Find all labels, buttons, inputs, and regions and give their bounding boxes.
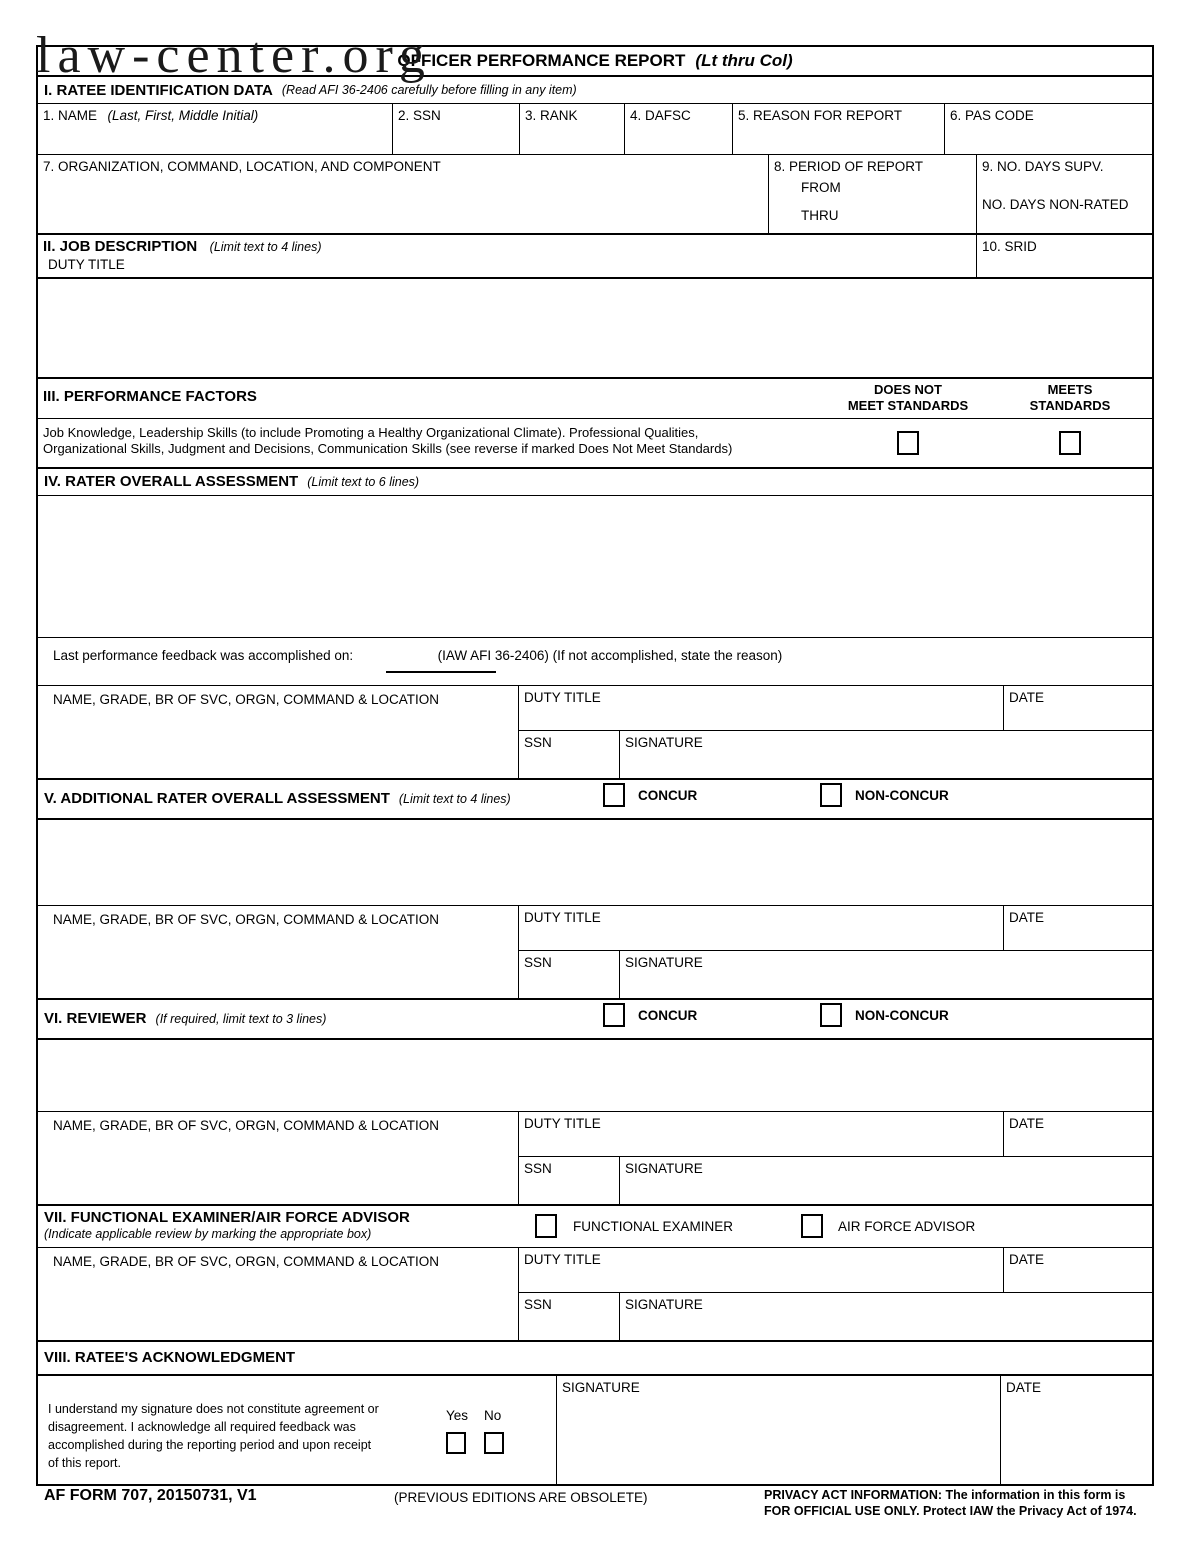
feedback-date-input[interactable] bbox=[386, 670, 496, 673]
examiner-date-label: DATE bbox=[1009, 1251, 1045, 1267]
examiner-date-cell[interactable] bbox=[1003, 1248, 1152, 1292]
additional-rater-duty-date-row bbox=[519, 906, 1152, 951]
footer-previous-editions: (PREVIOUS EDITIONS ARE OBSOLETE) bbox=[394, 1490, 648, 1505]
rater-duty-title-cell[interactable] bbox=[519, 686, 1003, 730]
checkbox-meets-standards[interactable] bbox=[1059, 431, 1081, 455]
ratee-signature-label: SIGNATURE bbox=[562, 1379, 640, 1395]
additional-rater-right-stack bbox=[518, 906, 1152, 998]
field-period-of-report[interactable] bbox=[768, 155, 976, 233]
column-does-not-meet-line2: MEET STANDARDS bbox=[847, 398, 969, 414]
reviewer-name-grade-cell[interactable] bbox=[38, 1112, 518, 1204]
additional-rater-duty-title-label: DUTY TITLE bbox=[524, 909, 601, 925]
additional-rater-signature-label: SIGNATURE bbox=[625, 954, 703, 970]
field-ssn[interactable] bbox=[392, 104, 519, 154]
label-reviewer-non-concur: NON-CONCUR bbox=[855, 1007, 949, 1023]
reviewer-textarea[interactable] bbox=[38, 1040, 1152, 1112]
section-3-heading: III. PERFORMANCE FACTORS bbox=[43, 387, 257, 405]
rater-right-stack bbox=[518, 686, 1152, 778]
checkbox-acknowledgment-no[interactable] bbox=[484, 1432, 504, 1454]
rater-ssn-label: SSN bbox=[524, 734, 552, 750]
section-2-header-row bbox=[38, 235, 1152, 279]
additional-rater-date-label: DATE bbox=[1009, 909, 1045, 925]
feedback-label: Last performance feedback was accomplished on: bbox=[53, 647, 354, 663]
section-8-header bbox=[38, 1342, 1152, 1376]
rater-name-grade-label: NAME, GRADE, BR OF SVC, ORGN, COMMAND & LOCATION bbox=[53, 691, 440, 707]
section-7-heading: VII. FUNCTIONAL EXAMINER/AIR FORCE ADVISOR bbox=[44, 1208, 410, 1226]
section-2-heading: II. JOB DESCRIPTION bbox=[43, 238, 198, 255]
label-reviewer-concur: CONCUR bbox=[638, 1007, 698, 1023]
reviewer-ssn-label: SSN bbox=[524, 1160, 552, 1176]
examiner-signature-block bbox=[38, 1248, 1152, 1342]
label-additional-rater-non-concur: NON-CONCUR bbox=[855, 787, 949, 803]
field-reason-for-report[interactable] bbox=[732, 104, 944, 154]
checkbox-functional-examiner[interactable] bbox=[535, 1214, 557, 1238]
field-days-supv-label: 9. NO. DAYS SUPV. bbox=[982, 159, 1104, 174]
reviewer-ssn-cell[interactable] bbox=[519, 1157, 619, 1204]
rater-duty-title-label: DUTY TITLE bbox=[524, 689, 601, 705]
rater-assessment-textarea[interactable] bbox=[38, 496, 1152, 638]
column-meets-standards bbox=[988, 379, 1152, 418]
field-srid-label: 10. SRID bbox=[982, 239, 1037, 254]
ratee-date-cell[interactable] bbox=[1000, 1376, 1152, 1484]
examiner-name-grade-label: NAME, GRADE, BR OF SVC, ORGN, COMMAND & LOCATION bbox=[53, 1253, 440, 1269]
section-5-heading: V. ADDITIONAL RATER OVERALL ASSESSMENT bbox=[44, 790, 390, 807]
ratee-signature-cell[interactable] bbox=[556, 1376, 1000, 1484]
section-6-heading: VI. REVIEWER bbox=[44, 1010, 147, 1027]
reviewer-duty-date-row bbox=[519, 1112, 1152, 1157]
checkbox-reviewer-concur[interactable] bbox=[603, 1003, 625, 1027]
rater-date-label: DATE bbox=[1009, 689, 1045, 705]
label-acknowledgment-no: No bbox=[484, 1407, 502, 1423]
section-5-header bbox=[38, 780, 1152, 820]
rater-signature-cell[interactable] bbox=[619, 731, 1152, 778]
column-meets-line2: STANDARDS bbox=[1029, 398, 1111, 414]
additional-rater-date-cell[interactable] bbox=[1003, 906, 1152, 950]
additional-rater-ssn-label: SSN bbox=[524, 954, 552, 970]
section-1-header bbox=[38, 77, 1152, 104]
rater-signature-block bbox=[38, 686, 1152, 780]
section-2-note: (Limit text to 4 lines) bbox=[209, 240, 322, 254]
field-name-hint: (Last, First, Middle Initial) bbox=[107, 108, 259, 123]
reviewer-duty-title-label: DUTY TITLE bbox=[524, 1115, 601, 1131]
field-name-label: 1. NAME bbox=[43, 108, 98, 123]
ratee-acknowledgment-row bbox=[38, 1376, 1152, 1484]
examiner-right-stack bbox=[518, 1248, 1152, 1340]
acknowledgment-statement-cell bbox=[38, 1376, 556, 1484]
additional-rater-duty-title-cell[interactable] bbox=[519, 906, 1003, 950]
label-acknowledgment-yes: Yes bbox=[446, 1407, 469, 1423]
reviewer-right-stack bbox=[518, 1112, 1152, 1204]
label-air-force-advisor: AIR FORCE ADVISOR bbox=[838, 1218, 976, 1234]
section-5-note: (Limit text to 4 lines) bbox=[398, 791, 511, 806]
form-title-bar bbox=[38, 47, 1152, 77]
reviewer-date-cell[interactable] bbox=[1003, 1112, 1152, 1156]
label-additional-rater-concur: CONCUR bbox=[638, 787, 698, 803]
page-title: OFFICER PERFORMANCE REPORT bbox=[397, 51, 686, 70]
af-form-707 bbox=[36, 45, 1154, 1486]
field-rank-label: 3. RANK bbox=[525, 108, 578, 123]
checkbox-air-force-advisor[interactable] bbox=[801, 1214, 823, 1238]
examiner-duty-title-label: DUTY TITLE bbox=[524, 1251, 601, 1267]
field-period-label: 8. PERIOD OF REPORT bbox=[774, 159, 924, 174]
job-description-textarea[interactable] bbox=[38, 279, 1152, 379]
checkbox-cell-meets bbox=[988, 419, 1152, 467]
examiner-ssn-cell[interactable] bbox=[519, 1293, 619, 1340]
section-3-header bbox=[38, 379, 828, 415]
field-days-non-rated-label: NO. DAYS NON-RATED bbox=[982, 197, 1129, 212]
rater-name-grade-cell[interactable] bbox=[38, 686, 518, 778]
acknowledgment-line3: accomplished during the reporting period and upon receipt bbox=[48, 1437, 372, 1452]
label-functional-examiner: FUNCTIONAL EXAMINER bbox=[573, 1218, 734, 1234]
performance-factors-line1: Job Knowledge, Leadership Skills (to include Promoting a Healthy Organizational Climate). Professional Qualities, bbox=[43, 424, 699, 440]
field-period-from-label: FROM bbox=[801, 180, 841, 195]
additional-rater-textarea[interactable] bbox=[38, 820, 1152, 906]
field-days-supervised[interactable] bbox=[976, 155, 1152, 233]
examiner-duty-title-cell[interactable] bbox=[519, 1248, 1003, 1292]
feedback-row bbox=[38, 638, 1152, 686]
reviewer-signature-cell[interactable] bbox=[619, 1157, 1152, 1204]
section-4-note: (Limit text to 6 lines) bbox=[307, 474, 420, 489]
acknowledgment-line4: of this report. bbox=[48, 1455, 121, 1470]
field-duty-title-label: DUTY TITLE bbox=[48, 257, 125, 272]
performance-factors-text bbox=[38, 419, 828, 467]
footer-privacy-line2: FOR OFFICIAL USE ONLY. Protect IAW the Privacy Act of 1974. bbox=[764, 1504, 1137, 1519]
checkbox-additional-rater-concur[interactable] bbox=[603, 783, 625, 807]
rater-date-cell[interactable] bbox=[1003, 686, 1152, 730]
examiner-name-grade-cell[interactable] bbox=[38, 1248, 518, 1340]
examiner-duty-date-row bbox=[519, 1248, 1152, 1293]
section-6-note: (If required, limit text to 3 lines) bbox=[155, 1011, 327, 1026]
checkbox-cell-does-not-meet bbox=[828, 419, 988, 467]
column-does-not-meet-line1: DOES NOT bbox=[874, 382, 942, 397]
reviewer-ssn-signature-row bbox=[519, 1157, 1152, 1204]
additional-rater-ssn-signature-row bbox=[519, 951, 1152, 998]
ratee-identification-row bbox=[38, 104, 1152, 155]
performance-factors-row bbox=[38, 419, 1152, 469]
section-4-heading: IV. RATER OVERALL ASSESSMENT bbox=[44, 473, 299, 490]
additional-rater-signature-block bbox=[38, 906, 1152, 1000]
section-1-note: (Read AFI 36-2406 carefully before filling in any item) bbox=[281, 83, 577, 97]
reviewer-signature-block bbox=[38, 1112, 1152, 1206]
reviewer-signature-label: SIGNATURE bbox=[625, 1160, 703, 1176]
checkbox-does-not-meet-standards[interactable] bbox=[897, 431, 919, 455]
additional-rater-name-grade-label: NAME, GRADE, BR OF SVC, ORGN, COMMAND & LOCATION bbox=[53, 911, 440, 927]
field-rank[interactable] bbox=[519, 104, 624, 154]
field-srid[interactable] bbox=[976, 235, 1152, 277]
additional-rater-signature-cell[interactable] bbox=[619, 951, 1152, 998]
field-pas-code[interactable] bbox=[944, 104, 1152, 154]
section-7-header bbox=[38, 1206, 1152, 1248]
checkbox-additional-rater-non-concur[interactable] bbox=[820, 783, 842, 807]
rater-signature-label: SIGNATURE bbox=[625, 734, 703, 750]
examiner-ssn-signature-row bbox=[519, 1293, 1152, 1340]
field-dafsc[interactable] bbox=[624, 104, 732, 154]
ratee-date-label: DATE bbox=[1006, 1379, 1042, 1395]
reviewer-name-grade-label: NAME, GRADE, BR OF SVC, ORGN, COMMAND & LOCATION bbox=[53, 1117, 440, 1133]
checkbox-reviewer-non-concur[interactable] bbox=[820, 1003, 842, 1027]
column-does-not-meet-standards bbox=[828, 379, 988, 418]
field-ssn-label: 2. SSN bbox=[398, 108, 441, 123]
watermark-law-center: law-center.org bbox=[36, 27, 432, 84]
section-8-heading: VIII. RATEE'S ACKNOWLEDGMENT bbox=[44, 1349, 296, 1366]
feedback-note: (IAW AFI 36-2406) (If not accomplished, state the reason) bbox=[437, 647, 783, 663]
field-name[interactable] bbox=[38, 104, 392, 154]
examiner-signature-label: SIGNATURE bbox=[625, 1296, 703, 1312]
field-pas-code-label: 6. PAS CODE bbox=[950, 108, 1034, 123]
organization-row bbox=[38, 155, 1152, 235]
field-period-thru-label: THRU bbox=[801, 208, 839, 223]
examiner-signature-cell[interactable] bbox=[619, 1293, 1152, 1340]
reviewer-date-label: DATE bbox=[1009, 1115, 1045, 1131]
acknowledgment-line1: I understand my signature does not constitute agreement or bbox=[48, 1401, 379, 1416]
field-reason-label: 5. REASON FOR REPORT bbox=[738, 108, 903, 123]
section-2-header bbox=[38, 235, 976, 277]
section-1-heading: I. RATEE IDENTIFICATION DATA bbox=[44, 81, 273, 99]
footer-privacy-line1: PRIVACY ACT INFORMATION: The information in this form is bbox=[764, 1488, 1126, 1502]
checkbox-acknowledgment-yes[interactable] bbox=[446, 1432, 466, 1454]
footer-form-id: AF FORM 707, 20150731, V1 bbox=[44, 1487, 257, 1504]
rater-duty-date-row bbox=[519, 686, 1152, 731]
additional-rater-name-grade-cell[interactable] bbox=[38, 906, 518, 998]
additional-rater-ssn-cell[interactable] bbox=[519, 951, 619, 998]
reviewer-duty-title-cell[interactable] bbox=[519, 1112, 1003, 1156]
field-organization-label: 7. ORGANIZATION, COMMAND, LOCATION, AND COMPONENT bbox=[43, 159, 441, 174]
field-dafsc-label: 4. DAFSC bbox=[630, 108, 691, 123]
section-6-header bbox=[38, 1000, 1152, 1040]
form-footer bbox=[36, 1487, 1154, 1520]
page-title-subtitle: (Lt thru Col) bbox=[695, 51, 793, 70]
acknowledgment-line2: disagreement. I acknowledge all required feedback was bbox=[48, 1419, 356, 1434]
rater-ssn-cell[interactable] bbox=[519, 731, 619, 778]
section-3-header-row bbox=[38, 379, 1152, 419]
performance-factors-line2: Organizational Skills, Judgment and Decisions, Communication Skills (see reverse if marked Does Not Meet Standards) bbox=[43, 440, 733, 456]
column-meets-line1: MEETS bbox=[1047, 382, 1093, 397]
field-organization[interactable] bbox=[38, 155, 768, 233]
examiner-ssn-label: SSN bbox=[524, 1296, 552, 1312]
rater-ssn-signature-row bbox=[519, 731, 1152, 778]
section-7-note: (Indicate applicable review by marking the appropriate box) bbox=[44, 1227, 372, 1242]
section-4-header bbox=[38, 469, 1152, 496]
